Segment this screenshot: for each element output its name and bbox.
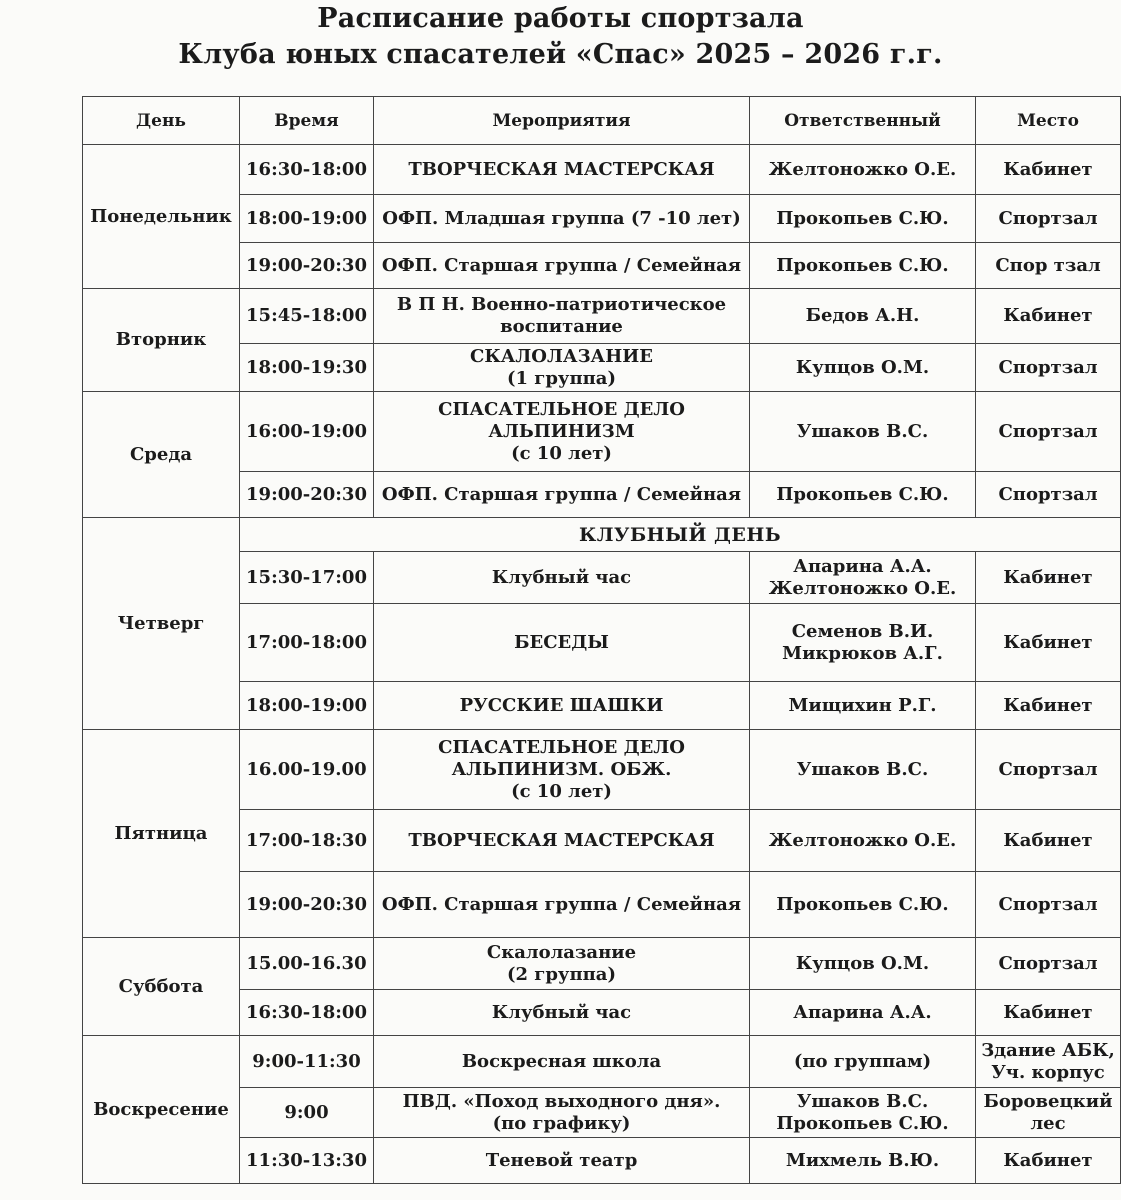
responsible-cell: Желтоножко О.Е.: [750, 810, 976, 872]
place-cell: Спортзал: [976, 730, 1121, 810]
activity-cell: РУССКИЕ ШАШКИ: [374, 682, 750, 730]
time-cell: 18:00-19:30: [240, 344, 374, 392]
activity-cell: СПАСАТЕЛЬНОЕ ДЕЛО АЛЬПИНИЗМ (с 10 лет): [374, 392, 750, 472]
place-cell: Спортзал: [976, 344, 1121, 392]
activity-cell: ОФП. Старшая группа / Семейная: [374, 872, 750, 938]
place-cell: Кабинет: [976, 604, 1121, 682]
responsible-cell: (по группам): [750, 1036, 976, 1088]
header-activity: Мероприятия: [374, 97, 750, 145]
activity-cell: Воскресная школа: [374, 1036, 750, 1088]
page-title: Расписание работы спортзала: [317, 3, 804, 34]
time-cell: 19:00-20:30: [240, 243, 374, 289]
table-row: [83, 1036, 1121, 1088]
time-cell: 11:30-13:30: [240, 1138, 374, 1184]
day-cell-monday: Понедельник: [83, 145, 240, 289]
time-cell: 17:00-18:30: [240, 810, 374, 872]
header-row: [83, 97, 1121, 145]
time-cell: 17:00-18:00: [240, 604, 374, 682]
time-cell: 16:30-18:00: [240, 145, 374, 195]
responsible-cell: Ушаков В.С.: [750, 392, 976, 472]
activity-cell: ОФП. Младшая группа (7 -10 лет): [374, 195, 750, 243]
time-cell: 16:30-18:00: [240, 990, 374, 1036]
table-row: [83, 938, 1121, 990]
responsible-cell: Прокопьев С.Ю.: [750, 243, 976, 289]
header-day: День: [83, 97, 240, 145]
responsible-cell: Бедов А.Н.: [750, 289, 976, 344]
activity-cell: ОФП. Старшая группа / Семейная: [374, 472, 750, 518]
place-cell: Кабинет: [976, 552, 1121, 604]
time-cell: 16.00-19.00: [240, 730, 374, 810]
activity-cell: Клубный час: [374, 990, 750, 1036]
place-cell: Кабинет: [976, 682, 1121, 730]
page-subtitle: Клуба юных спасателей «Спас» 2025 – 2026 г.г.: [178, 39, 943, 70]
activity-cell: БЕСЕДЫ: [374, 604, 750, 682]
time-cell: 18:00-19:00: [240, 195, 374, 243]
responsible-cell: Семенов В.И. Микрюков А.Г.: [750, 604, 976, 682]
activity-cell: ПВД. «Поход выходного дня». (по графику): [374, 1088, 750, 1138]
time-cell: 9:00-11:30: [240, 1036, 374, 1088]
day-cell-friday: Пятница: [83, 730, 240, 938]
responsible-cell: Мищихин Р.Г.: [750, 682, 976, 730]
responsible-cell: Прокопьев С.Ю.: [750, 872, 976, 938]
activity-cell: СКАЛОЛАЗАНИЕ (1 группа): [374, 344, 750, 392]
place-cell: Кабинет: [976, 990, 1121, 1036]
day-cell-sunday: Воскресение: [83, 1036, 240, 1184]
time-cell: 15:45-18:00: [240, 289, 374, 344]
responsible-cell: Апарина А.А.: [750, 990, 976, 1036]
place-cell: Здание АБК, Уч. корпус: [976, 1036, 1121, 1088]
day-cell-saturday: Суббота: [83, 938, 240, 1036]
day-cell-tuesday: Вторник: [83, 289, 240, 392]
activity-cell: Клубный час: [374, 552, 750, 604]
activity-cell: Скалолазание (2 группа): [374, 938, 750, 990]
place-cell: Кабинет: [976, 145, 1121, 195]
place-cell: Кабинет: [976, 289, 1121, 344]
table-row: [83, 518, 1121, 552]
activity-cell: ОФП. Старшая группа / Семейная: [374, 243, 750, 289]
place-cell: Спортзал: [976, 872, 1121, 938]
club-day-banner: КЛУБНЫЙ ДЕНЬ: [240, 518, 1121, 552]
activity-cell: В П Н. Военно-патриотическое воспитание: [374, 289, 750, 344]
place-cell: Кабинет: [976, 1138, 1121, 1184]
place-cell: Спортзал: [976, 392, 1121, 472]
time-cell: 15.00-16.30: [240, 938, 374, 990]
responsible-cell: Прокопьев С.Ю.: [750, 195, 976, 243]
responsible-cell: Михмель В.Ю.: [750, 1138, 976, 1184]
header-responsible: Ответственный: [750, 97, 976, 145]
responsible-cell: Ушаков В.С. Прокопьев С.Ю.: [750, 1088, 976, 1138]
table-row: [83, 145, 1121, 195]
schedule-table: [82, 96, 1121, 1184]
place-cell: Боровецкий лес: [976, 1088, 1121, 1138]
activity-cell: СПАСАТЕЛЬНОЕ ДЕЛО АЛЬПИНИЗМ. ОБЖ. (с 10 лет): [374, 730, 750, 810]
responsible-cell: Апарина А.А. Желтоножко О.Е.: [750, 552, 976, 604]
place-cell: Спортзал: [976, 195, 1121, 243]
responsible-cell: Купцов О.М.: [750, 938, 976, 990]
activity-cell: Теневой театр: [374, 1138, 750, 1184]
responsible-cell: Ушаков В.С.: [750, 730, 976, 810]
table-row: [83, 392, 1121, 472]
responsible-cell: Желтоножко О.Е.: [750, 145, 976, 195]
place-cell: Спор тзал: [976, 243, 1121, 289]
place-cell: Кабинет: [976, 810, 1121, 872]
activity-cell: ТВОРЧЕСКАЯ МАСТЕРСКАЯ: [374, 810, 750, 872]
table-row: [83, 289, 1121, 344]
day-cell-thursday: Четверг: [83, 518, 240, 730]
time-cell: 9:00: [240, 1088, 374, 1138]
day-cell-wednesday: Среда: [83, 392, 240, 518]
place-cell: Спортзал: [976, 938, 1121, 990]
place-cell: Спортзал: [976, 472, 1121, 518]
time-cell: 15:30-17:00: [240, 552, 374, 604]
header-place: Место: [976, 97, 1121, 145]
activity-cell: ТВОРЧЕСКАЯ МАСТЕРСКАЯ: [374, 145, 750, 195]
table-row: [83, 730, 1121, 810]
time-cell: 19:00-20:30: [240, 472, 374, 518]
time-cell: 18:00-19:00: [240, 682, 374, 730]
responsible-cell: Прокопьев С.Ю.: [750, 472, 976, 518]
responsible-cell: Купцов О.М.: [750, 344, 976, 392]
time-cell: 16:00-19:00: [240, 392, 374, 472]
header-time: Время: [240, 97, 374, 145]
time-cell: 19:00-20:30: [240, 872, 374, 938]
